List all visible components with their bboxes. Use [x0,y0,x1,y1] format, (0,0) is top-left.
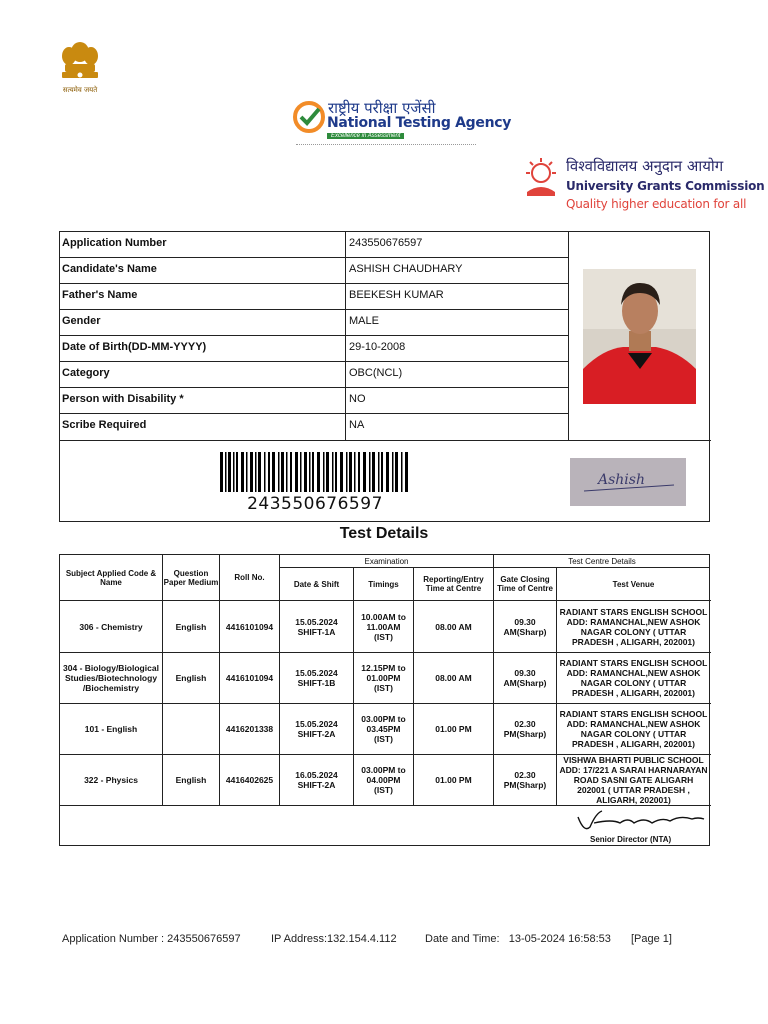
cell-timings: 03.00PM to 03.45PM (IST) [361,714,406,744]
col-header-venue: Test Venue [612,579,655,589]
cell-medium: English [175,775,207,785]
info-value: NO [349,393,366,405]
info-value: OBC(NCL) [349,367,403,379]
col-header-subject: Subject Applied Code & Name [65,568,157,587]
nta-check-logo-icon [292,100,326,134]
cell-medium [163,704,219,754]
cell-roll: 4416402625 [225,775,274,785]
col-header-reporting: Reporting/Entry Time at Centre [423,575,484,593]
footer-page: [Page 1] [631,933,672,945]
director-label: Senior Director (NTA) [590,835,672,844]
group-header-centre: Test Centre Details [568,556,636,566]
cell-subject: 304 - Biology/Biological Studies/Biotechnology /Biochemistry [63,663,159,693]
table-divider [556,567,557,806]
table-divider [60,440,711,441]
nta-subtext [296,144,476,149]
info-row [60,336,569,362]
cell-reporting: 01.00 PM [435,775,472,785]
cell-medium: English [175,673,207,683]
cell-date-shift: 15.05.2024 SHIFT-1A [295,616,338,637]
cell-medium: English [175,621,207,632]
cell-subject: 101 - English [84,724,138,734]
info-value: ASHISH CHAUDHARY [349,263,463,275]
cell-timings: 03.00PM to 04.00PM (IST) [361,765,406,795]
test-details-table [59,554,710,846]
nta-tagline: Excellence in Assessment [327,133,404,139]
cell-date-shift: 16.05.2024 SHIFT-2A [295,770,338,790]
cell-venue: VISHWA BHARTI PUBLIC SCHOOL ADD: 17/221 A SARAI HARNARAYAN ROAD SASNI GATE ALIGARH 202001 ( UTTAR PRADESH , ALIGARH, 202001) [559,755,708,805]
test-details-title: Test Details [339,525,429,542]
barcode [220,452,410,492]
info-label: Date of Birth(DD-MM-YYYY) [62,341,207,353]
info-row [60,362,569,388]
cell-subject: 306 - Chemistry [79,621,143,632]
table-divider [353,567,354,806]
footer-date-time: Date and Time: 13-05-2024 16:58:53 [425,933,611,945]
barcode-number: 243550676597 [247,494,383,514]
cell-venue: RADIANT STARS ENGLISH SCHOOL ADD: RAMANCHAL,NEW ASHOK NAGAR COLONY ( UTTAR PRADESH , ALIGARH, 202001) [559,606,708,647]
col-header-date-shift: Date & Shift [293,579,340,589]
cell-venue: RADIANT STARS ENGLISH SCHOOL ADD: RAMANCHAL,NEW ASHOK NAGAR COLONY ( UTTAR PRADESH , ALIGARH, 202001) [559,658,708,698]
footer-application-number: Application Number : 243550676597 [62,933,241,945]
ugc-logo-icon [522,156,560,200]
table-divider [345,232,346,441]
info-value: NA [349,419,365,431]
col-header-roll: Roll No. [234,573,265,582]
info-label: Scribe Required [62,419,147,431]
cell-venue: RADIANT STARS ENGLISH SCHOOL ADD: RAMANCHAL,NEW ASHOK NAGAR COLONY ( UTTAR PRADESH , ALIGARH, 202001) [559,709,708,749]
cell-reporting: 08.00 AM [435,621,472,632]
info-row [60,388,569,414]
info-label: Application Number [62,237,167,249]
cell-date-shift: 15.05.2024 SHIFT-2A [295,719,338,739]
info-value: BEEKESH KUMAR [349,289,444,301]
cell-reporting: 01.00 PM [435,724,472,734]
cell-gate: 09.30 AM(Sharp) [503,616,547,637]
col-header-timings: Timings [368,579,399,589]
cell-reporting: 08.00 AM [435,673,472,683]
cell-timings: 10.00AM to 11.00AM (IST) [361,611,406,642]
ugc-hindi-name: विश्वविद्यालय अनुदान आयोग [566,157,724,175]
emblem-motto: सत्यमेव जयते [62,86,98,94]
info-row [60,310,569,336]
table-divider [568,232,569,441]
info-label: Category [62,367,110,379]
table-divider [60,805,711,806]
col-header-medium: Question Paper Medium [163,568,219,587]
info-row [60,232,569,258]
cell-roll: 4416201338 [225,724,274,734]
nta-name: National Testing Agency [327,115,512,131]
ugc-tagline: Quality higher education for all [566,197,747,211]
info-label: Person with Disability * [62,393,184,405]
cell-timings: 12.15PM to 01.00PM (IST) [361,663,406,693]
cell-roll: 4416101094 [225,673,274,683]
info-value: MALE [349,315,379,327]
col-header-gate: Gate Closing Time of Centre [497,575,553,593]
group-header-examination: Examination [364,556,409,566]
info-row [60,414,569,440]
candidate-info-table [59,231,710,522]
cell-gate: 02.30 PM(Sharp) [503,770,547,790]
director-signature [572,807,708,835]
candidate-signature [570,458,686,506]
info-value: 243550676597 [349,237,423,249]
info-row [60,258,569,284]
nta-hindi-name: राष्ट्रीय परीक्षा एजेंसी [328,99,436,117]
info-label: Candidate's Name [62,263,157,275]
signature-text: Ashish [598,472,645,488]
info-label: Gender [62,315,101,327]
cell-gate: 02.30 PM(Sharp) [503,719,547,739]
cell-subject: 322 - Physics [84,775,138,785]
candidate-photo [583,269,696,404]
info-label: Father's Name [62,289,138,301]
footer-ip-address: IP Address:132.154.4.112 [271,933,397,945]
info-row [60,284,569,310]
ugc-name: University Grants Commission [566,179,765,193]
info-value: 29-10-2008 [349,341,406,353]
cell-date-shift: 15.05.2024 SHIFT-1B [295,668,338,688]
cell-roll: 4416101094 [225,621,274,632]
cell-gate: 09.30 AM(Sharp) [503,668,547,688]
